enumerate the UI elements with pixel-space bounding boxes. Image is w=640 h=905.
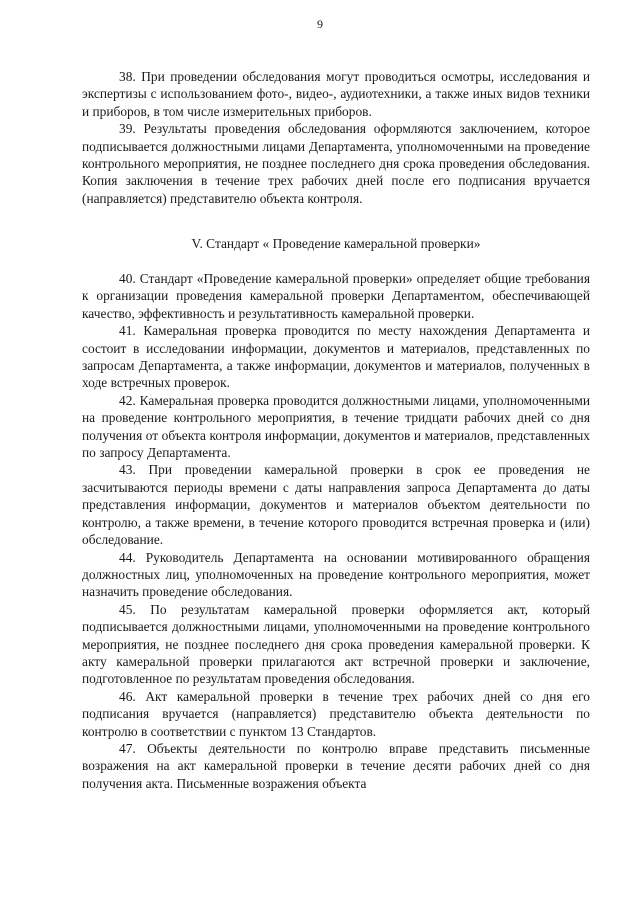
text-block-top <box>82 68 590 207</box>
paragraph-42: 42. Камеральная проверка проводится должностными лицами, уполномоченными на проведение контрольного мероприятия, в течение тридцати рабочих дней со дня получения от объекта контроля информации, документов и материалов, представленных по запросу Департамента. <box>82 392 590 461</box>
paragraph-39: 39. Результаты проведения обследования оформляются заключением, которое подписывается должностными лицами Департамента, уполномоченными на проведение контрольного мероприятия, не позднее последнего дня срока проведения обследования. Копия заключения в течение трех рабочих дней после его подписания вручается (направляется) представителю объекта контроля. <box>82 121 590 206</box>
paragraph-41: 41. Камеральная проверка проводится по месту нахождения Департамента и состоит в исследовании информации, документов и материалов, представленных по запросам Департамента, а также информации, документов и материалов, полученных в ходе встречных проверок. <box>82 323 590 391</box>
paragraph-45: 45. По результатам камеральной проверки оформляется акт, который подписывается должностными лицами, уполномоченными на проведение контрольного мероприятия, не позднее последнего дня срока проведения камеральной проверки. К акту камеральной проверки прилагаются акт встречной проверки и заключение, подготовленное по результатам проведения обследования. <box>82 601 590 687</box>
section-heading: V. Стандарт « Проведение камеральной проверки» <box>191 236 481 251</box>
paragraph-38: 38. При проведении обследования могут проводиться осмотры, исследования и экспертизы с использованием фото-, видео-, аудиотехники, а также иных видов техники и приборов, в том числе измерительных приборов. <box>82 69 590 119</box>
paragraph-40: 40. Стандарт «Проведение камеральной проверки» определяет общие требования к организации проведения камеральной проверки Департаментом, обеспечивающей качество, эффективность и результативность камеральной проверки. <box>82 271 590 321</box>
paragraph-43: 43. При проведении камеральной проверки в срок ее проведения не засчитываются периоды времени с даты направления запроса Департамента до даты представления информации, документов и материалов объектом деятельности по контролю, а также времени, в течение которого проводится встречная проверка и (или) обследование. <box>82 462 590 548</box>
text-block-main <box>82 270 590 792</box>
paragraph-44: 44. Руководитель Департамента на основании мотивированного обращения должностных лиц, уполномоченных на проведение контрольного мероприятия, может назначить проведение обследования. <box>82 549 590 600</box>
page-number: 9 <box>317 17 323 31</box>
paragraph-46: 46. Акт камеральной проверки в течение трех рабочих дней со дня его подписания вручается (направляется) представителю объекта деятельности по контролю в соответствии с пунктом 13 Стандартов. <box>82 688 590 739</box>
paragraph-47: 47. Объекты деятельности по контролю вправе представить письменные возражения на акт камеральной проверки в течение десяти рабочих дней со дня получения акта. Письменные возражения объекта <box>82 740 590 791</box>
